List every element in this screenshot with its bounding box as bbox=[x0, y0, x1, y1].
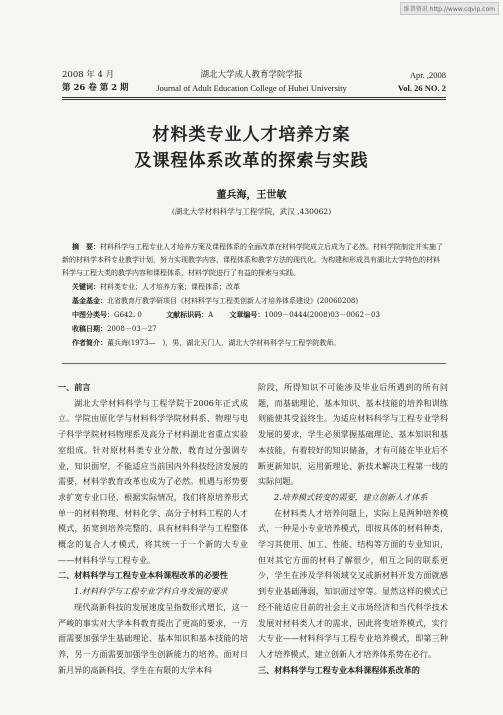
received-label: 收稿日期： bbox=[72, 324, 107, 333]
left-paragraph-1: 湖北大学材料科学与工程学院于2006年正式成立。学院由原化学与材料科学学院材料系、物理与电子科学学院材料物理系及高分子材料湖北省重点实验室组成。针对原材料类专业分散，教育过分强调专业，知识面窄，不能适应当前国内外科技经济发展的需要，材料学教育改革也成为了必然。机遇与形势要求扩宽专业口径，根据实际情况，我们将原培养形式单一的材料物理、材料化学、高分子材料工程的人才模式，拓宽到培养完整的、具有材料科学与工程整体概念的复合人才模式，将其统一于一个新的大专业——材料科学与工程专业。 bbox=[58, 397, 248, 565]
author-bio bbox=[62, 336, 446, 350]
section-2-heading: 二、材料科学与工程专业本科课程改革的必要性 bbox=[58, 570, 228, 581]
header-date-en: Apr. ,2008 bbox=[409, 70, 446, 80]
classification-line bbox=[62, 308, 446, 322]
header-date-cn: 2008 年 4 月 bbox=[62, 70, 115, 80]
abstract bbox=[62, 240, 446, 280]
section-1-heading: 一、前言 bbox=[58, 382, 91, 392]
subsection-2-heading: 2.培养模式转变的需要，建立创新人才体系 bbox=[274, 491, 428, 502]
right-paragraph-2: 在材料类人才培养问题上，实际上是两种培养模式，一种是小专业培养模式，即按具体的材料种类，学习其使用、加工、性能、结构等方面的专业知识，但对其它方面的材料了解很少，相互之间的联系更少，学生在涉及学科领域交叉或新材料开发方面就感到专业基础薄弱，知识面过窄等。显然这样的模式已经不能适应目前的社会主义市场经济和当代科学技术发展对材料类人才的需求，因此将变培养模式，实行大专业——材料科学与工程专业培养模式，即第三种人才培养模式，建立创新人才培养体系势在必行。 bbox=[258, 507, 448, 659]
articleno-label: 文章编号： bbox=[229, 310, 265, 319]
doccode-label: 文献标识码： bbox=[166, 310, 209, 319]
left-paragraph-2: 现代高新科技的发展速度呈指数形式增长，这一严峻的事实对大学本科教育提出了更高的要求，一方面需要加强学生基础理论、基本知识和基本技能的培养，另一方面需要加强学生创新能力的培养。面对日新月异的高新科技，学生在有限的大学本科 bbox=[58, 601, 248, 675]
clc-text: G642. 0 bbox=[114, 311, 142, 319]
watermark: 维普资讯 http://www.cqvip.com bbox=[400, 2, 499, 15]
header-volume-cn: 第 26 卷 第 2 期 bbox=[62, 83, 129, 93]
header-journal-en: Journal of Adult Education College of Hubei University bbox=[156, 83, 347, 93]
keywords bbox=[62, 280, 446, 294]
doccode-text: A bbox=[208, 311, 214, 319]
left-column bbox=[58, 380, 248, 678]
title-line-2: 及课程体系改革的探索与实践 bbox=[134, 151, 369, 171]
header-volume-en: Vol. 26 NO. 2 bbox=[397, 83, 446, 93]
section-3-heading: 三、材料科学与工程专业本科课程体系改革的 bbox=[258, 664, 420, 675]
abstract-block bbox=[62, 240, 446, 350]
authors: 董兵海，王世敏 bbox=[216, 190, 287, 201]
right-paragraph-1: 阶段，所得知识不可能涉及毕业后所遇到的所有问题，而基础理论、基本知识、基本技能的培养和训练则能使其受益终生。为适应材料科学与工程专业学科发展的要求，学生必须掌握基础理论、基本知识和基本技能，有着较好的知识储备，才有可能在毕业后不断更新知识，运用新理论、新技术解决工程第一线的实际问题。 bbox=[258, 382, 448, 487]
fund-label: 基金基金： bbox=[72, 296, 107, 305]
right-column bbox=[258, 380, 448, 678]
abstract-label: 摘 要： bbox=[72, 242, 100, 251]
clc-label: 中图分类号： bbox=[72, 310, 114, 319]
fund bbox=[62, 294, 446, 308]
bio-text: 董兵海(1973— )，男，湖北天门人，湖北大学材料科学与工程学院教师。 bbox=[107, 339, 341, 347]
header-rule-thin bbox=[62, 99, 446, 100]
header-journal-cn: 湖北大学成人教育学院学报 bbox=[200, 70, 303, 80]
abstract-text: 材料科学与工程专业人才培养方案及课程体系的全面改革在材料学院成立后成为了必然。材料学院制定并实施了新的材料学本科专业教学计划，努力实现教学内容、课程体系和教学方法的现代化。为构建和形成具有湖北大学特色的材料科学与工程大类的教学内容和课程体系，材料学院进行了有益的探索与实践。 bbox=[62, 243, 443, 277]
title-line-1: 材料类专业人才培养方案 bbox=[152, 125, 351, 145]
received-text: 2008－03－27 bbox=[107, 325, 157, 333]
keywords-label: 关键词： bbox=[72, 282, 100, 291]
articleno-text: 1009－0444(2008)03－0062－03 bbox=[264, 311, 380, 319]
header-rule bbox=[62, 97, 446, 98]
received bbox=[62, 322, 446, 336]
abstract-rule bbox=[62, 363, 446, 364]
keywords-text: 材料类专业；人才培养方案；课程体系；改革 bbox=[100, 283, 240, 291]
fund-text: 北省教育厅教学研项目《材料科学与工程类创新人才培养体系建设》(20060208) bbox=[107, 297, 359, 305]
bio-label: 作者简介： bbox=[72, 338, 107, 347]
subsection-1-heading: 1.材料科学与工程专业学科自身发展的要求 bbox=[74, 586, 228, 597]
affiliation: (湖北大学材料科学与工程学院，武汉 ,430062) bbox=[171, 207, 332, 216]
